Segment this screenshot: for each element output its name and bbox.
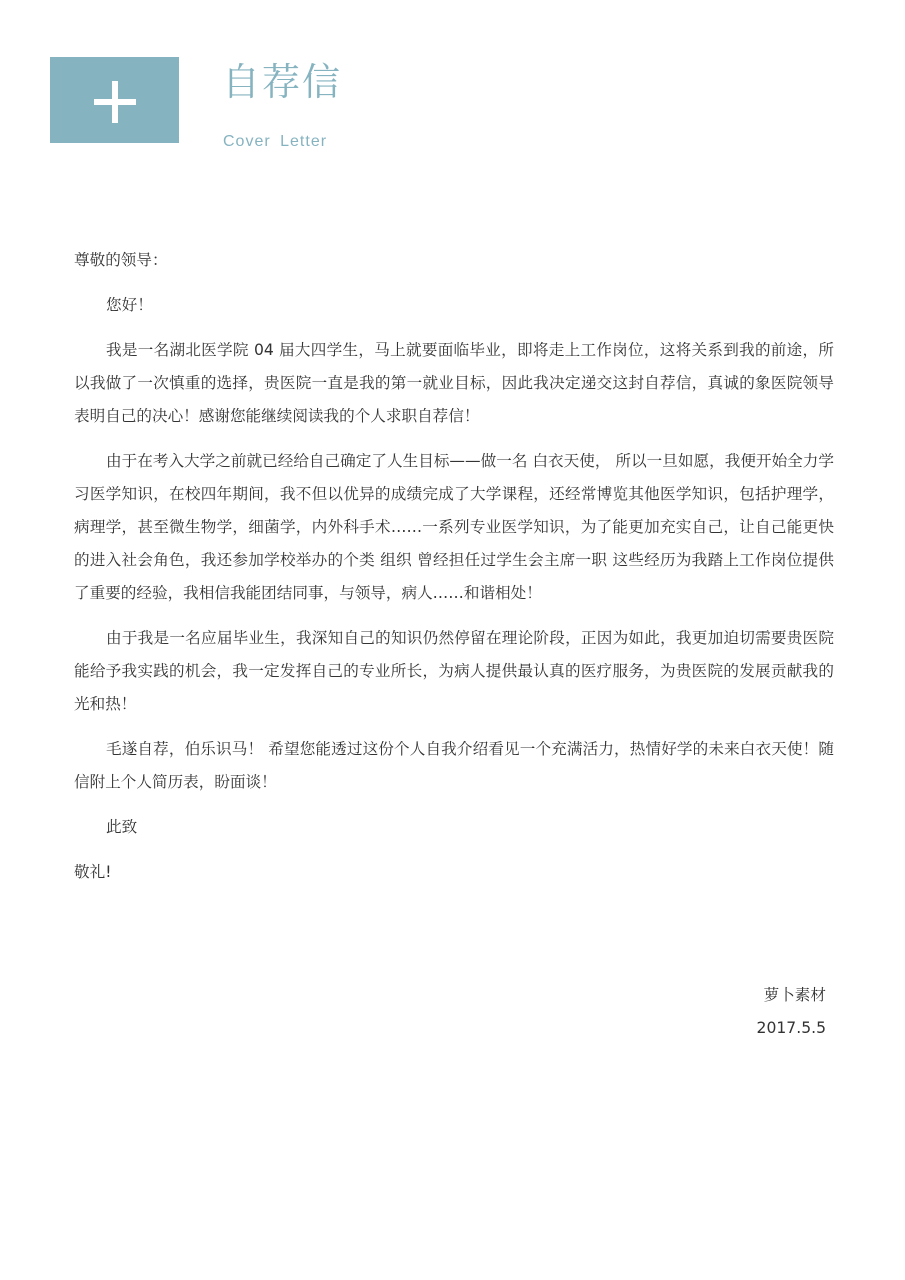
letter-paragraph: 由于在考入大学之前就已经给自己确定了人生目标——做一名 白衣天使， 所以一旦如愿，我便开始全力学习医学知识，在校四年期间，我不但以优异的成绩完成了大学课程，还经常博览其他医学知识，包括护理学，病理学，甚至微生物学，细菌学，内外科手术……一系列专业医学知识，为了能更加充实自己，让自己能更快的进入社会角色，我还参加学校举办的个类 组织 曾经担任过学生会主席一职 这些经历为我踏上工作岗位提供了重要的经验，我相信我能团结同事，与领导，病人……和谐相处！ xyxy=(74,452,834,602)
letter-paragraph: 毛遂自荐，伯乐识马！ 希望您能透过这份个人自我介绍看见一个充满活力，热情好学的未来白衣天使！随信附上个人简历表，盼面谈！ xyxy=(74,740,834,791)
letter-paragraph: 由于我是一名应届毕业生，我深知自己的知识仍然停留在理论阶段，正因为如此，我更加迫切需要贵医院能给予我实践的机会，我一定发挥自己的专业所长，为病人提供最认真的医疗服务，为贵医院的发展贡献我的光和热！ xyxy=(74,629,834,713)
letter-body xyxy=(74,244,834,901)
letter-date: 2017.5.5 xyxy=(756,1019,826,1037)
letter-greeting: 您好！ xyxy=(106,296,153,314)
header-icon-box xyxy=(50,57,179,143)
page-subtitle: Cover Letter xyxy=(223,133,328,150)
letter-signature: 萝卜素材 xyxy=(763,986,826,1004)
letter-closing: 此致 xyxy=(106,818,138,836)
letter-salutation: 尊敬的领导： xyxy=(74,251,168,269)
letter-paragraph: 我是一名湖北医学院 04 届大四学生，马上就要面临毕业，即将走上工作岗位，这将关系到我的前途，所以我做了一次慎重的选择，贵医院一直是我的第一就业目标，因此我决定递交这封自荐信，真诚的象医院领导表明自己的决心！感谢您能继续阅读我的个人求职自荐信！ xyxy=(74,341,834,425)
letter-regards: 敬礼! xyxy=(74,863,112,881)
page-title: 自荐信 xyxy=(222,60,343,104)
plus-icon xyxy=(50,57,179,143)
